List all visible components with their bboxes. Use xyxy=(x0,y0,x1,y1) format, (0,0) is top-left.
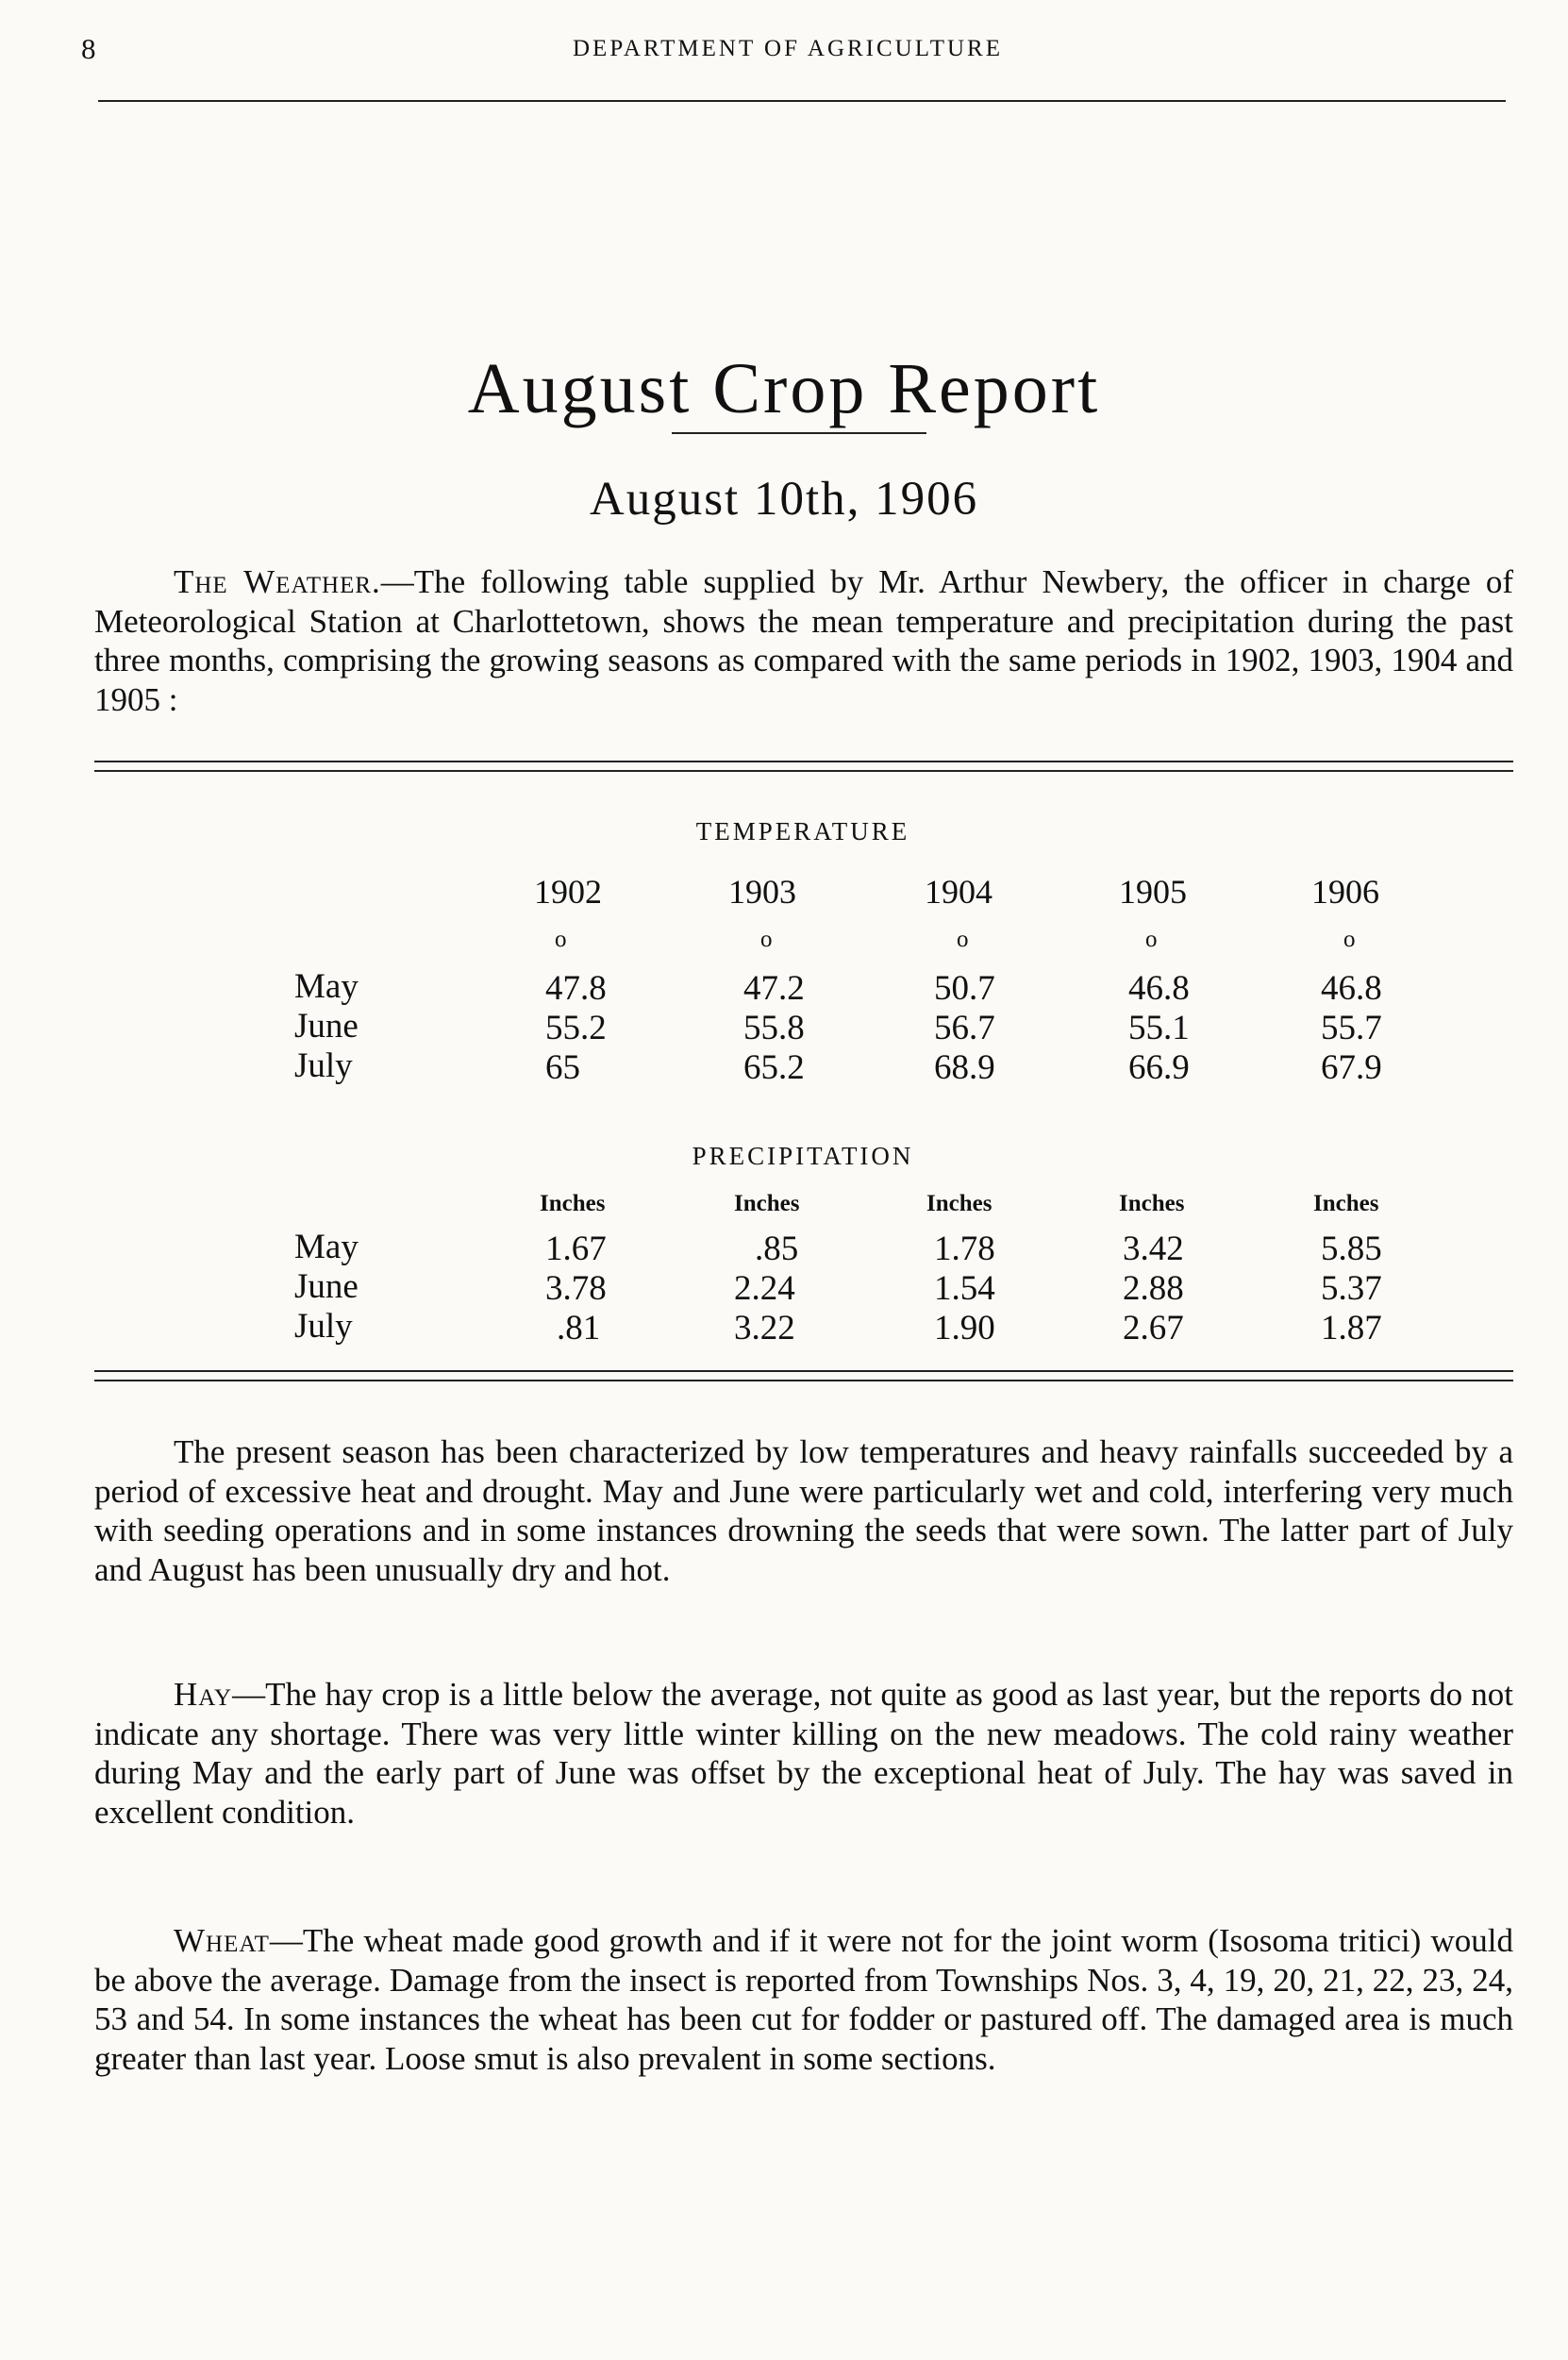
temperature-value: 68.9 xyxy=(934,1048,995,1087)
precipitation-value: 1.78 xyxy=(934,1230,995,1268)
precipitation-value: 2.24 xyxy=(734,1269,795,1308)
table-top-rule xyxy=(94,761,1513,772)
precipitation-value: 1.87 xyxy=(1321,1309,1382,1347)
year-header: 1902 xyxy=(534,873,602,911)
temperature-value: 55.1 xyxy=(1128,1009,1190,1047)
precipitation-value: 1.90 xyxy=(934,1309,995,1347)
temperature-value: 46.8 xyxy=(1128,969,1190,1008)
precipitation-value: 3.42 xyxy=(1123,1230,1184,1268)
page-header xyxy=(81,32,1494,70)
month-label: June xyxy=(294,1007,359,1046)
precipitation-value: .81 xyxy=(557,1309,601,1347)
temperature-value: 66.9 xyxy=(1128,1048,1190,1087)
degree-unit: o xyxy=(957,927,969,952)
temperature-value: 47.2 xyxy=(743,969,805,1008)
temperature-value: 55.7 xyxy=(1321,1009,1382,1047)
temperature-title: TEMPERATURE xyxy=(695,817,910,845)
month-label: July xyxy=(294,1307,353,1346)
hay-lead: Hay xyxy=(174,1676,233,1713)
precipitation-value: 5.37 xyxy=(1321,1269,1382,1308)
degree-unit: o xyxy=(555,927,567,952)
precipitation-value: 2.88 xyxy=(1123,1269,1184,1308)
year-header: 1906 xyxy=(1311,873,1379,911)
degree-unit: o xyxy=(1145,927,1158,952)
year-header: 1903 xyxy=(728,873,796,911)
report-date: August 10th, 1906 xyxy=(589,473,979,526)
report-title: August Crop Report xyxy=(467,348,1101,428)
precipitation-title: PRECIPITATION xyxy=(692,1142,914,1170)
weather-text: —The following table supplied by Mr. Arthur Newbery, the officer in charge of Meteorological Station at Charlottetown, shows the mean temperature and precipitation during the past three months, comprising the growing seasons as compared with the same periods in 1902, 1903, 1904 and 1905 : xyxy=(94,563,1513,718)
hay-paragraph xyxy=(94,1675,1513,1832)
temperature-value: 50.7 xyxy=(934,969,995,1008)
year-header: 1904 xyxy=(925,873,993,911)
temperature-value: 56.7 xyxy=(934,1009,995,1047)
unit-label: Inches xyxy=(734,1191,800,1216)
month-label: July xyxy=(294,1046,353,1085)
temperature-value: 65 xyxy=(545,1048,580,1087)
month-label: May xyxy=(294,1228,359,1266)
title-rule xyxy=(672,432,926,434)
unit-label: Inches xyxy=(1119,1191,1185,1216)
weather-lead: The Weather. xyxy=(174,563,381,600)
degree-unit: o xyxy=(1343,927,1356,952)
precipitation-value: 5.85 xyxy=(1321,1230,1382,1268)
temperature-value: 47.8 xyxy=(545,969,607,1008)
unit-label: Inches xyxy=(1313,1191,1379,1216)
wheat-paragraph xyxy=(94,1921,1513,2078)
wheat-text: —The wheat made good growth and if it were not for the joint worm (Isosoma tritici) would be above the average. Damage from the insect is reported from Townships Nos. 3, 4, 19, 20, 21, 22, 23, 24, 53 and 54. In some instances the wheat has been cut for fodder or pastured off. The damaged area is much greater than last year. Loose smut is also prevalent in some sections. xyxy=(94,1922,1513,2077)
temperature-value: 55.2 xyxy=(545,1009,607,1047)
weather-paragraph xyxy=(94,562,1513,719)
precipitation-value: 3.22 xyxy=(734,1309,795,1347)
precipitation-value: 1.67 xyxy=(545,1230,607,1268)
precipitation-value: 2.67 xyxy=(1123,1309,1184,1347)
degree-unit: o xyxy=(760,927,773,952)
month-label: June xyxy=(294,1267,359,1306)
temperature-value: 55.8 xyxy=(743,1009,805,1047)
season-paragraph xyxy=(94,1432,1513,1589)
page-number: 8 xyxy=(81,32,96,65)
unit-label: Inches xyxy=(926,1191,993,1216)
year-header: 1905 xyxy=(1119,873,1187,911)
hay-text: —The hay crop is a little below the average, not quite as good as last year, but the reports do not indicate any shortage. There was very little winter killing on the new meadows. The cold rainy weather during May and the early part of June was offset by the exceptional heat of July. The hay was saved in excellent condition. xyxy=(94,1676,1513,1831)
running-head: DEPARTMENT OF AGRICULTURE xyxy=(573,36,1003,61)
unit-label: Inches xyxy=(540,1191,606,1216)
precipitation-value: 3.78 xyxy=(545,1269,607,1308)
season-text: The present season has been characterized by low temperatures and heavy rainfalls succeeded by a period of excessive heat and drought. May and June were particularly wet and cold, interfering very much with seeding operations and in some instances drowning the seeds that were sown. The latter part of July and August has been unusually dry and hot. xyxy=(94,1433,1513,1588)
precipitation-value: .85 xyxy=(755,1230,799,1268)
wheat-lead: Wheat xyxy=(174,1922,270,1959)
precipitation-value: 1.54 xyxy=(934,1269,995,1308)
temperature-value: 65.2 xyxy=(743,1048,805,1087)
header-rule xyxy=(98,100,1506,102)
temperature-value: 67.9 xyxy=(1321,1048,1382,1087)
temperature-value: 46.8 xyxy=(1321,969,1382,1008)
month-label: May xyxy=(294,967,359,1006)
table-bottom-rule xyxy=(94,1370,1513,1381)
